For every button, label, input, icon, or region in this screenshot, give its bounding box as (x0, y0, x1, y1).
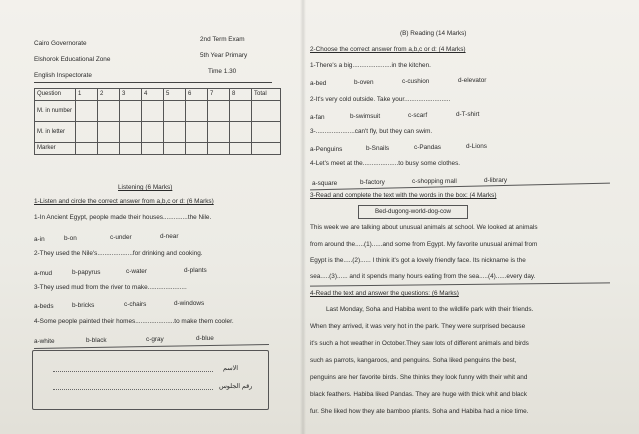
reading-q2-question-2: 2-It's very cold outside. Take your.......................... (310, 96, 451, 103)
table-header-cell: 8 (230, 89, 252, 101)
name-line[interactable] (53, 371, 213, 372)
reading-q3-instruction: 3-Read and complete the text with the words in the box: (4 Marks) (310, 192, 497, 199)
listening-question-4: 4-Some people painted their homes......................to make them cooler. (34, 318, 234, 325)
option: b-swimsuit (350, 113, 381, 120)
table-header-cell: Total (252, 89, 281, 101)
table-row-label: M. in number (35, 101, 76, 122)
header-rule (34, 82, 272, 83)
option: d-T-shirt (456, 111, 480, 118)
paragraph-line: This week we are talking about unusual animals at school. We looked at animals (310, 224, 538, 231)
grade: 5th Year Primary (200, 52, 248, 59)
table-row (35, 143, 281, 155)
option: b-oven (354, 79, 374, 86)
paragraph-line: it's such a hot weather in October.They saw lots of different animals and birds (310, 340, 529, 347)
option: b-bricks (72, 302, 95, 309)
paragraph-line: When they arrived, it was very hot in the park. They were surprised because (310, 323, 526, 330)
paragraph-line: penguins are her favorite birds. She thinks they look funny with their whit and (310, 374, 528, 381)
option: a-in (34, 236, 45, 243)
option: b-factory (360, 179, 385, 186)
option: b-on (64, 235, 77, 242)
educational-zone: Elshorok Educational Zone (34, 56, 111, 63)
paragraph-line: black feathers. Habiba liked Pandas. They are huge with thick whit and black (310, 391, 527, 398)
option: d-elevator (458, 77, 487, 84)
option: d-library (484, 177, 508, 184)
paragraph-line: fur. She liked how they ate bamboo plants. Soha and Habiba had a nice time. (310, 408, 529, 415)
option: d-plants (184, 267, 207, 274)
reading-q4-instruction: 4-Read the text and answer the questions: (6 Marks) (310, 290, 459, 297)
marks-table-header-row (35, 89, 281, 101)
option: a-square (312, 180, 338, 187)
option: c-Pandas (414, 144, 441, 151)
listening-question-3: 3-They used mud from the river to make...................... (34, 284, 187, 291)
time: Time 1.30 (208, 68, 237, 75)
option: a-Penguins (310, 146, 343, 153)
table-row-label: M. in letter (35, 122, 76, 143)
word-box: Bed-dugong-world-dog-cow (358, 205, 468, 219)
option: d-blue (196, 335, 214, 342)
option: d-Lions (466, 143, 487, 150)
table-header-cell: Question (35, 89, 76, 101)
table-header-cell: 1 (76, 89, 98, 101)
option: b-Snails (366, 145, 390, 152)
option: a-white (34, 338, 55, 345)
option: b-papyrus (72, 269, 101, 276)
option: d-near (160, 233, 179, 240)
table-row-label: Marker (35, 143, 76, 155)
option: a-bed (310, 80, 327, 87)
paragraph-line: sea.....(3)...... and it spends many hours eating from the sea.....(4)......every day. (310, 273, 536, 280)
table-row (35, 122, 281, 143)
option: c-under (110, 234, 132, 241)
listening-title: Listening (6 Marks) (118, 184, 173, 191)
option: c-scarf (408, 112, 428, 119)
name-label: الاسم (223, 365, 239, 372)
reading-q2-question-3: 3-......................can't fly, but they can swim. (310, 128, 433, 135)
table-header-cell: 3 (120, 89, 142, 101)
student-info-box (32, 350, 269, 410)
option: a-fan (310, 114, 325, 121)
inspectorate: English Inspectorate (34, 72, 92, 79)
governorate: Cairo Governorate (34, 40, 87, 47)
paragraph-line: Egypt is the.....(2)...... I think it's got a lovely friendly face. Its nickname is the (310, 257, 526, 264)
table-header-cell: 7 (208, 89, 230, 101)
reading-title: (B) Reading (14 Marks) (400, 30, 467, 37)
table-header-cell: 5 (164, 89, 186, 101)
option: c-cushion (402, 78, 430, 85)
option: b-black (86, 337, 107, 344)
exam-term: 2nd Term Exam (200, 36, 245, 43)
option: c-shopping mall (412, 178, 457, 185)
reading-q2-question-4: 4-Let's meet at the....................to busy some clothes. (310, 160, 461, 167)
seat-number-line[interactable] (53, 389, 213, 390)
table-header-cell: 2 (98, 89, 120, 101)
table-header-cell: 4 (142, 89, 164, 101)
option: c-gray (146, 336, 164, 343)
paragraph-line: such as parrots, kangaroos, and penguins. Soha liked penguins the best, (310, 357, 517, 364)
seat-number-label: رقم الجلوس (219, 383, 253, 390)
option: c-water (126, 268, 147, 275)
table-header-cell: 6 (186, 89, 208, 101)
reading-q2-question-1: 1-There's a big......................in the kitchen. (310, 62, 431, 69)
option: a-beds (34, 303, 54, 310)
listening-instruction: 1-Listen and circle the correct answer from a,b,c or d: (6 Marks) (34, 198, 214, 205)
paper-fold (300, 0, 306, 434)
option: c-chairs (124, 301, 147, 308)
option: d-windows (174, 300, 205, 307)
listening-question-2: 2-They used the Nile's....................for drinking and cooking. (34, 250, 203, 257)
reading-q2-instruction: 2-Choose the correct answer from a,b,c or d: (4 Marks) (310, 46, 466, 53)
paragraph-line: Last Monday, Soha and Habiba went to the wildlife park with their friends. (326, 306, 534, 313)
option: a-mud (34, 270, 53, 277)
listening-question-1: 1-In Ancient Egypt, people made their houses..............the Nile. (34, 214, 212, 221)
table-row (35, 101, 281, 122)
paragraph-line: from around the.....(1)......and some from Egypt. My favorite unusual animal from (310, 241, 538, 248)
marks-table (34, 88, 281, 155)
